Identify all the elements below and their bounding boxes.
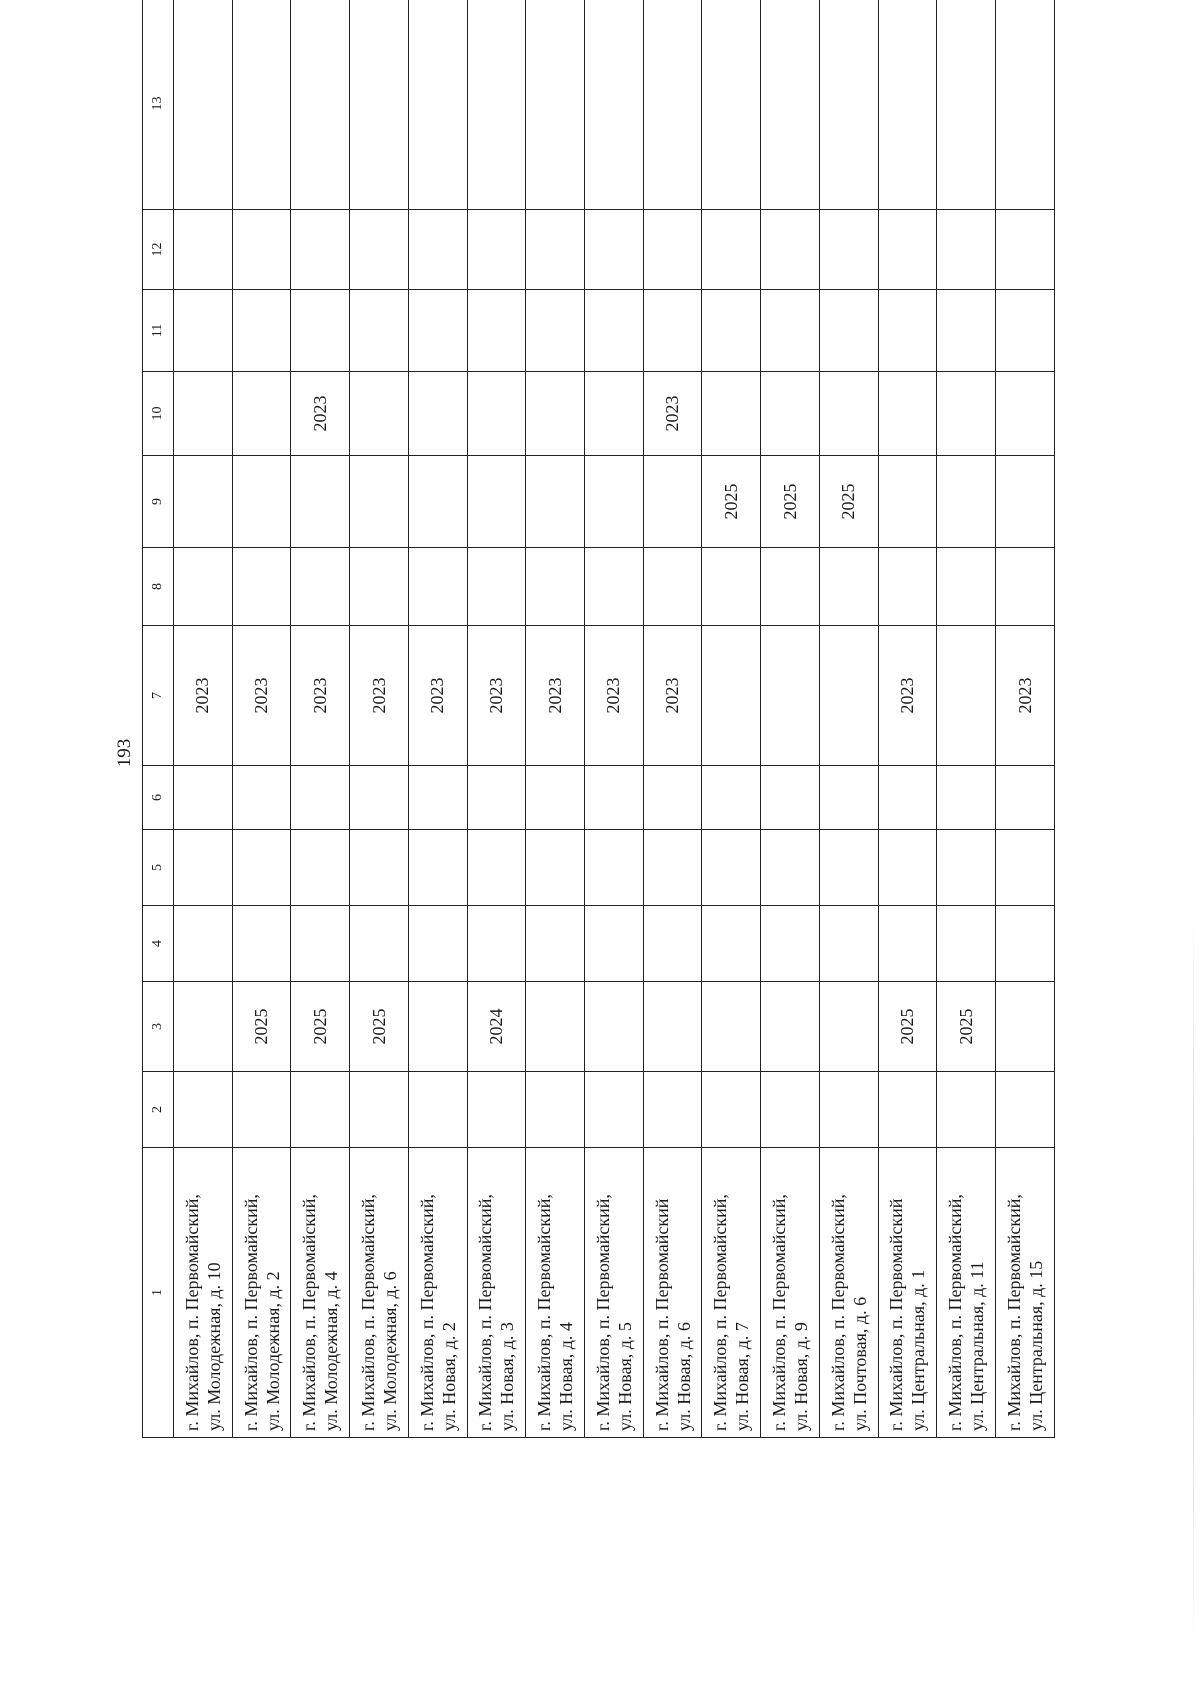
table-row [291, 0, 350, 1438]
column-header-2: 2 [143, 1072, 174, 1148]
year-cell-col-13 [702, 0, 761, 210]
year-cell-col-8 [467, 548, 526, 626]
address-cell [526, 1148, 585, 1438]
year-cell-col-4 [937, 906, 996, 982]
address-line: г. Михайлов, п. Первомайский, [358, 1194, 379, 1431]
year-cell-col-6 [291, 766, 350, 830]
year-cell-col-2 [174, 1072, 233, 1148]
address-cell [702, 1148, 761, 1438]
year-cell-col-3 [996, 982, 1055, 1072]
table-row [702, 0, 761, 1438]
year-cell-col-11 [585, 290, 644, 372]
year-cell-col-2 [996, 1072, 1055, 1148]
year-cell-col-8 [878, 548, 937, 626]
year-cell-col-12 [937, 210, 996, 290]
table-row [408, 0, 467, 1438]
year-cell-col-7 [761, 626, 820, 766]
address-line: ул. Центральная, д. 1 [908, 1269, 929, 1431]
year-cell-col-11 [937, 290, 996, 372]
year-cell-col-9 [350, 456, 409, 548]
address-line: ул. Новая, д. 5 [614, 1322, 635, 1431]
column-header-1: 1 [143, 1148, 174, 1438]
year-cell-col-13 [643, 0, 702, 210]
year-cell-col-6 [702, 766, 761, 830]
column-header-6: 6 [143, 766, 174, 830]
year-cell-col-12 [819, 210, 878, 290]
schedule-table [142, 0, 1055, 1438]
address-line: ул. Молодежная, д. 10 [203, 1262, 224, 1431]
year-cell-col-3: 2025 [350, 982, 409, 1072]
year-cell-col-8 [291, 548, 350, 626]
year-cell-col-10 [174, 372, 233, 456]
address-line: ул. Новая, д. 7 [732, 1322, 753, 1431]
table-row [761, 0, 820, 1438]
address-line: г. Михайлов, п. Первомайский, [710, 1194, 731, 1431]
year-cell-col-4 [408, 906, 467, 982]
year-cell-col-3 [526, 982, 585, 1072]
year-cell-col-4 [232, 906, 291, 982]
year-cell-col-5 [937, 830, 996, 906]
page-number: 193 [114, 738, 135, 768]
year-cell-col-13 [761, 0, 820, 210]
year-cell-col-7: 2023 [526, 626, 585, 766]
address-line: ул. Новая, д. 2 [438, 1322, 459, 1431]
rotated-table-container [142, 98, 1055, 1438]
table-row [467, 0, 526, 1438]
year-cell-col-4 [291, 906, 350, 982]
address-line: ул. Новая, д. 9 [791, 1322, 812, 1431]
year-cell-col-5 [291, 830, 350, 906]
year-cell-col-6 [761, 766, 820, 830]
year-cell-col-9 [291, 456, 350, 548]
table-row [350, 0, 409, 1438]
year-cell-col-2 [232, 1072, 291, 1148]
year-cell-col-3 [761, 982, 820, 1072]
table-body [174, 0, 1055, 1438]
year-cell-col-5 [526, 830, 585, 906]
year-cell-col-3 [585, 982, 644, 1072]
year-cell-col-10 [467, 372, 526, 456]
year-cell-col-2 [643, 1072, 702, 1148]
table-row [643, 0, 702, 1438]
year-cell-col-9 [232, 456, 291, 548]
year-cell-col-8 [174, 548, 233, 626]
header-row [143, 0, 174, 1438]
year-cell-col-9: 2025 [702, 456, 761, 548]
year-cell-col-3 [643, 982, 702, 1072]
address-line: г. Михайлов, п. Первомайский, [827, 1194, 848, 1431]
year-cell-col-11 [702, 290, 761, 372]
year-cell-col-4 [996, 906, 1055, 982]
table-row [585, 0, 644, 1438]
year-cell-col-7: 2023 [585, 626, 644, 766]
column-header-13: 13 [143, 0, 174, 210]
year-cell-col-4 [702, 906, 761, 982]
year-cell-col-9 [996, 456, 1055, 548]
year-cell-col-4 [761, 906, 820, 982]
year-cell-col-12 [643, 210, 702, 290]
table-row [174, 0, 233, 1438]
year-cell-col-12 [702, 210, 761, 290]
year-cell-col-6 [408, 766, 467, 830]
year-cell-col-7: 2023 [643, 626, 702, 766]
year-cell-col-6 [996, 766, 1055, 830]
year-cell-col-11 [761, 290, 820, 372]
year-cell-col-10 [761, 372, 820, 456]
year-cell-col-7: 2023 [350, 626, 409, 766]
year-cell-col-3 [702, 982, 761, 1072]
column-header-3: 3 [143, 982, 174, 1072]
address-line: ул. Центральная, д. 11 [967, 1261, 988, 1431]
year-cell-col-8 [996, 548, 1055, 626]
year-cell-col-6 [937, 766, 996, 830]
year-cell-col-3: 2025 [291, 982, 350, 1072]
column-header-7: 7 [143, 626, 174, 766]
year-cell-col-7: 2023 [408, 626, 467, 766]
year-cell-col-3 [408, 982, 467, 1072]
year-cell-col-7: 2023 [996, 626, 1055, 766]
year-cell-col-4 [467, 906, 526, 982]
year-cell-col-9 [408, 456, 467, 548]
column-header-11: 11 [143, 290, 174, 372]
year-cell-col-2 [467, 1072, 526, 1148]
year-cell-col-5 [878, 830, 937, 906]
table-row [937, 0, 996, 1438]
year-cell-col-10 [350, 372, 409, 456]
year-cell-col-12 [350, 210, 409, 290]
year-cell-col-3 [174, 982, 233, 1072]
year-cell-col-3: 2025 [878, 982, 937, 1072]
year-cell-col-11 [996, 290, 1055, 372]
year-cell-col-4 [878, 906, 937, 982]
year-cell-col-13 [350, 0, 409, 210]
table-row [526, 0, 585, 1438]
year-cell-col-11 [819, 290, 878, 372]
year-cell-col-5 [585, 830, 644, 906]
year-cell-col-4 [174, 906, 233, 982]
year-cell-col-4 [350, 906, 409, 982]
address-cell [174, 1148, 233, 1438]
address-line: г. Михайлов, п. Первомайский [651, 1198, 672, 1431]
address-cell [761, 1148, 820, 1438]
address-line: ул. Молодежная, д. 2 [262, 1271, 283, 1431]
year-cell-col-2 [937, 1072, 996, 1148]
address-cell [937, 1148, 996, 1438]
address-line: г. Михайлов, п. Первомайский, [592, 1194, 613, 1431]
address-cell [467, 1148, 526, 1438]
year-cell-col-2 [291, 1072, 350, 1148]
table-row [819, 0, 878, 1438]
year-cell-col-8 [350, 548, 409, 626]
address-line: г. Михайлов, п. Первомайский, [475, 1194, 496, 1431]
address-line: г. Михайлов, п. Первомайский, [299, 1194, 320, 1431]
year-cell-col-7: 2023 [467, 626, 526, 766]
table-row [232, 0, 291, 1438]
year-cell-col-2 [702, 1072, 761, 1148]
year-cell-col-10 [408, 372, 467, 456]
year-cell-col-11 [526, 290, 585, 372]
address-cell [878, 1148, 937, 1438]
year-cell-col-12 [408, 210, 467, 290]
year-cell-col-11 [232, 290, 291, 372]
address-line: ул. Молодежная, д. 6 [380, 1271, 401, 1431]
address-cell [232, 1148, 291, 1438]
year-cell-col-7: 2023 [291, 626, 350, 766]
year-cell-col-7: 2023 [878, 626, 937, 766]
year-cell-col-8 [408, 548, 467, 626]
year-cell-col-2 [819, 1072, 878, 1148]
column-header-8: 8 [143, 548, 174, 626]
year-cell-col-5 [467, 830, 526, 906]
year-cell-col-8 [526, 548, 585, 626]
year-cell-col-9 [174, 456, 233, 548]
year-cell-col-5 [761, 830, 820, 906]
year-cell-col-10 [937, 372, 996, 456]
year-cell-col-10: 2023 [643, 372, 702, 456]
year-cell-col-9: 2025 [819, 456, 878, 548]
year-cell-col-2 [878, 1072, 937, 1148]
year-cell-col-5 [174, 830, 233, 906]
year-cell-col-6 [878, 766, 937, 830]
year-cell-col-6 [585, 766, 644, 830]
column-header-10: 10 [143, 372, 174, 456]
year-cell-col-13 [232, 0, 291, 210]
year-cell-col-5 [408, 830, 467, 906]
year-cell-col-8 [643, 548, 702, 626]
year-cell-col-8 [585, 548, 644, 626]
year-cell-col-11 [643, 290, 702, 372]
year-cell-col-7 [702, 626, 761, 766]
year-cell-col-3 [819, 982, 878, 1072]
address-line: ул. Новая, д. 4 [556, 1322, 577, 1431]
year-cell-col-10 [585, 372, 644, 456]
year-cell-col-12 [174, 210, 233, 290]
year-cell-col-12 [996, 210, 1055, 290]
year-cell-col-5 [996, 830, 1055, 906]
scan-edge-mark [1193, 900, 1194, 1660]
address-line: г. Михайлов, п. Первомайский, [769, 1194, 790, 1431]
year-cell-col-13 [937, 0, 996, 210]
year-cell-col-13 [408, 0, 467, 210]
year-cell-col-4 [643, 906, 702, 982]
year-cell-col-7 [819, 626, 878, 766]
table-row [878, 0, 937, 1438]
year-cell-col-10 [232, 372, 291, 456]
year-cell-col-7: 2023 [174, 626, 233, 766]
address-line: ул. Почтовая, д. 6 [849, 1296, 870, 1431]
year-cell-col-6 [819, 766, 878, 830]
year-cell-col-12 [467, 210, 526, 290]
year-cell-col-7: 2023 [232, 626, 291, 766]
year-cell-col-12 [761, 210, 820, 290]
address-cell [996, 1148, 1055, 1438]
year-cell-col-11 [408, 290, 467, 372]
year-cell-col-13 [467, 0, 526, 210]
year-cell-col-10 [878, 372, 937, 456]
year-cell-col-2 [350, 1072, 409, 1148]
year-cell-col-11 [350, 290, 409, 372]
year-cell-col-11 [291, 290, 350, 372]
year-cell-col-8 [702, 548, 761, 626]
year-cell-col-13 [585, 0, 644, 210]
year-cell-col-4 [819, 906, 878, 982]
address-line: г. Михайлов, п. Первомайский, [240, 1194, 261, 1431]
year-cell-col-11 [467, 290, 526, 372]
year-cell-col-5 [643, 830, 702, 906]
year-cell-col-2 [761, 1072, 820, 1148]
year-cell-col-8 [819, 548, 878, 626]
year-cell-col-5 [232, 830, 291, 906]
year-cell-col-8 [761, 548, 820, 626]
address-line: г. Михайлов, п. Первомайский, [181, 1194, 202, 1431]
year-cell-col-2 [408, 1072, 467, 1148]
address-cell [350, 1148, 409, 1438]
year-cell-col-10 [526, 372, 585, 456]
year-cell-col-13 [526, 0, 585, 210]
address-line: ул. Новая, д. 3 [497, 1322, 518, 1431]
address-line: г. Михайлов, п. Первомайский [886, 1198, 907, 1431]
year-cell-col-10: 2023 [291, 372, 350, 456]
year-cell-col-9 [467, 456, 526, 548]
column-header-5: 5 [143, 830, 174, 906]
year-cell-col-12 [585, 210, 644, 290]
year-cell-col-11 [878, 290, 937, 372]
year-cell-col-3: 2025 [937, 982, 996, 1072]
column-header-12: 12 [143, 210, 174, 290]
address-line: г. Михайлов, п. Первомайский, [534, 1194, 555, 1431]
year-cell-col-7 [937, 626, 996, 766]
year-cell-col-8 [232, 548, 291, 626]
address-cell [819, 1148, 878, 1438]
year-cell-col-12 [291, 210, 350, 290]
year-cell-col-10 [702, 372, 761, 456]
year-cell-col-4 [526, 906, 585, 982]
year-cell-col-6 [467, 766, 526, 830]
year-cell-col-13 [996, 0, 1055, 210]
address-line: г. Михайлов, п. Первомайский, [1004, 1194, 1025, 1431]
column-header-9: 9 [143, 456, 174, 548]
address-cell [408, 1148, 467, 1438]
year-cell-col-6 [350, 766, 409, 830]
year-cell-col-12 [232, 210, 291, 290]
year-cell-col-6 [526, 766, 585, 830]
year-cell-col-4 [585, 906, 644, 982]
year-cell-col-12 [526, 210, 585, 290]
year-cell-col-8 [937, 548, 996, 626]
year-cell-col-9 [937, 456, 996, 548]
year-cell-col-9 [643, 456, 702, 548]
year-cell-col-11 [174, 290, 233, 372]
year-cell-col-13 [878, 0, 937, 210]
year-cell-col-5 [819, 830, 878, 906]
year-cell-col-3: 2024 [467, 982, 526, 1072]
address-line: ул. Молодежная, д. 4 [321, 1271, 342, 1431]
year-cell-col-10 [819, 372, 878, 456]
year-cell-col-5 [702, 830, 761, 906]
address-line: ул. Новая, д. 6 [673, 1322, 694, 1431]
year-cell-col-10 [996, 372, 1055, 456]
address-cell [643, 1148, 702, 1438]
column-header-4: 4 [143, 906, 174, 982]
year-cell-col-6 [174, 766, 233, 830]
year-cell-col-6 [643, 766, 702, 830]
address-line: г. Михайлов, п. Первомайский, [945, 1194, 966, 1431]
year-cell-col-13 [291, 0, 350, 210]
address-cell [291, 1148, 350, 1438]
year-cell-col-9 [585, 456, 644, 548]
year-cell-col-3: 2025 [232, 982, 291, 1072]
year-cell-col-13 [819, 0, 878, 210]
year-cell-col-6 [232, 766, 291, 830]
year-cell-col-13 [174, 0, 233, 210]
year-cell-col-5 [350, 830, 409, 906]
table-row [996, 0, 1055, 1438]
address-line: г. Михайлов, п. Первомайский, [416, 1194, 437, 1431]
year-cell-col-2 [585, 1072, 644, 1148]
year-cell-col-2 [526, 1072, 585, 1148]
year-cell-col-9: 2025 [761, 456, 820, 548]
address-line: ул. Центральная, д. 15 [1026, 1260, 1047, 1431]
year-cell-col-9 [878, 456, 937, 548]
year-cell-col-9 [526, 456, 585, 548]
year-cell-col-12 [878, 210, 937, 290]
address-cell [585, 1148, 644, 1438]
